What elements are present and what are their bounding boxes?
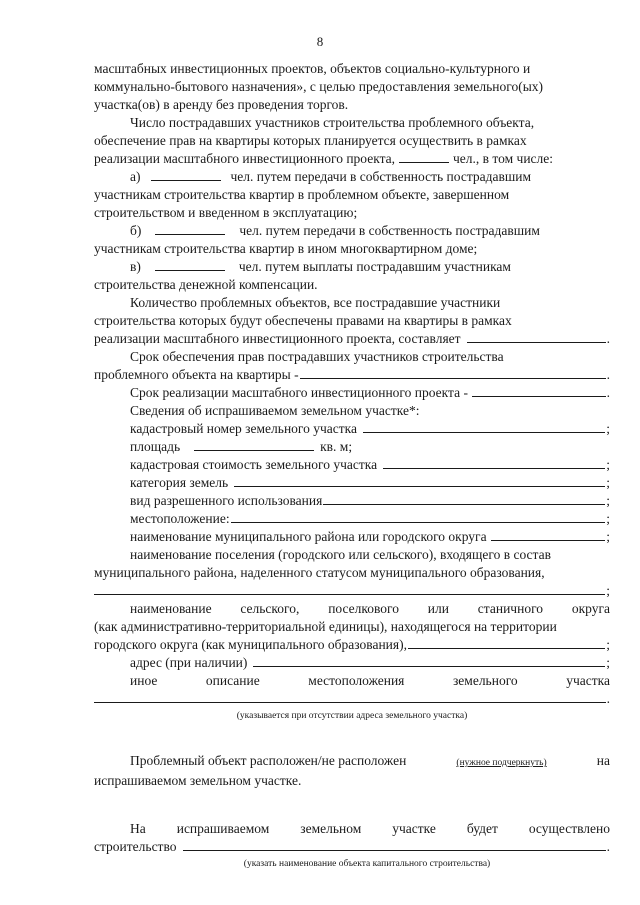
text-line: Количество проблемных объектов, все пострадавшие участники bbox=[130, 295, 501, 310]
text-line: испрашиваемом земельном участке. bbox=[94, 773, 302, 788]
text: наименование сельского, поселкового или станичного округа bbox=[130, 601, 610, 616]
text-line: строительства которых будут обеспечены правами на квартиры в рамках bbox=[94, 313, 512, 328]
text-line bbox=[94, 330, 610, 348]
text-line bbox=[94, 222, 610, 240]
text: на bbox=[596, 753, 610, 768]
field-area bbox=[94, 438, 610, 456]
text: ; bbox=[606, 529, 610, 544]
page-number: 8 bbox=[316, 34, 324, 49]
text: чел. путем передачи в собственность пострадавшим bbox=[239, 223, 540, 238]
blank-count-b[interactable] bbox=[155, 222, 225, 235]
field-permitted-use bbox=[94, 492, 610, 510]
caption-other-description: (указывается при отсутствии адреса земельного участка) bbox=[236, 711, 468, 721]
blank-count-a[interactable] bbox=[151, 168, 221, 181]
text: ; bbox=[606, 583, 610, 598]
text: На испрашиваемом земельном участке будет осуществлено bbox=[130, 821, 610, 836]
text: реализации масштабного инвестиционного проекта, составляет bbox=[94, 331, 461, 346]
text: ; bbox=[606, 637, 610, 652]
text: городского округа (как муниципального образования), bbox=[94, 637, 407, 652]
text: кв. м; bbox=[320, 439, 353, 454]
text: коммунально-бытового назначения», с целью предоставления земельного(ых) bbox=[94, 79, 544, 94]
field-label: кадастровая стоимость земельного участка bbox=[130, 457, 378, 472]
item-prefix: б) bbox=[130, 223, 142, 238]
text-line bbox=[94, 150, 610, 168]
field-rural-district bbox=[94, 600, 610, 654]
text: строительство bbox=[94, 839, 177, 854]
text-line bbox=[94, 60, 610, 78]
blank-municipal-district[interactable] bbox=[491, 528, 606, 541]
blank-permitted-use[interactable] bbox=[323, 492, 605, 505]
field-label: категория земель bbox=[130, 475, 229, 490]
text: Срок реализации масштабного инвестиционного проекта - bbox=[130, 385, 468, 400]
text-line bbox=[94, 672, 610, 690]
blank-project-term[interactable] bbox=[472, 384, 606, 397]
text: . bbox=[606, 331, 610, 346]
text: . bbox=[606, 385, 610, 400]
text: проблемного объекта на квартиры - bbox=[94, 367, 299, 382]
field-settlement bbox=[94, 546, 610, 600]
field-municipal-district bbox=[94, 528, 610, 546]
paragraph-rights-term bbox=[94, 348, 610, 384]
item-prefix: а) bbox=[130, 169, 141, 184]
blank-count-c[interactable] bbox=[155, 258, 225, 271]
note-underline: (нужное подчеркнуть) bbox=[456, 758, 547, 768]
field-cadastral-value bbox=[94, 456, 610, 474]
text-line bbox=[94, 690, 610, 708]
text: реализации масштабного инвестиционного проекта, bbox=[94, 151, 396, 166]
text-line bbox=[94, 838, 610, 856]
text-line bbox=[94, 78, 610, 96]
blank-location[interactable] bbox=[231, 510, 606, 523]
text: чел. путем выплаты пострадавшим участникам bbox=[238, 259, 511, 274]
blank-area[interactable] bbox=[194, 438, 314, 451]
text: чел., в том числе: bbox=[453, 151, 554, 166]
text-line bbox=[94, 636, 610, 654]
text: ; bbox=[606, 457, 610, 472]
text-line bbox=[94, 258, 610, 276]
text-line: участникам строительства квартир в проблемном объекте, завершенном bbox=[94, 187, 510, 202]
text-line: муниципального района, наделенного статусом муниципального образования, bbox=[94, 565, 545, 580]
blank-participants-total[interactable] bbox=[399, 150, 449, 163]
text-line: наименование поселения (городского или сельского), входящего в состав bbox=[130, 547, 551, 562]
paragraph-continuation bbox=[94, 60, 610, 114]
text-line bbox=[94, 752, 610, 772]
paragraph-problem-object-location bbox=[94, 752, 610, 790]
blank-construction-object[interactable] bbox=[183, 838, 606, 851]
blank-rural-district[interactable] bbox=[408, 636, 605, 649]
list-item-b bbox=[94, 222, 610, 258]
blank-settlement[interactable] bbox=[94, 582, 605, 595]
field-other-description bbox=[94, 672, 610, 722]
blank-cadastral-number[interactable] bbox=[363, 420, 605, 433]
text: ; bbox=[606, 421, 610, 436]
text: ; bbox=[606, 655, 610, 670]
field-label: наименование муниципального района или городского округа bbox=[130, 529, 487, 544]
text-line: (как административно-территориальной единицы), находящегося на территории bbox=[94, 619, 557, 634]
text: ; bbox=[606, 511, 610, 526]
paragraph-construction bbox=[94, 820, 610, 870]
field-location bbox=[94, 510, 610, 528]
field-cadastral-number bbox=[94, 420, 610, 438]
blank-other-description[interactable] bbox=[94, 690, 606, 703]
text-line bbox=[94, 366, 610, 384]
blank-address[interactable] bbox=[253, 654, 605, 667]
land-heading: Сведения об испрашиваемом земельном участке*: bbox=[130, 403, 420, 418]
text: масштабных инвестиционных проектов, объектов социально-культурного и bbox=[94, 61, 531, 76]
paragraph-participants-count bbox=[94, 114, 610, 168]
text: ; bbox=[606, 493, 610, 508]
field-label: адрес (при наличии) bbox=[130, 655, 248, 670]
text: . bbox=[606, 839, 610, 854]
field-label: иное описание местоположения земельного участка bbox=[130, 673, 610, 688]
text: ; bbox=[606, 475, 610, 490]
text: чел. путем передачи в собственность пострадавшим bbox=[230, 169, 532, 184]
field-label: местоположение: bbox=[130, 511, 230, 526]
item-prefix: в) bbox=[130, 259, 141, 274]
text-line: участка(ов) в аренду без проведения торгов. bbox=[94, 97, 349, 112]
spacer bbox=[94, 722, 610, 752]
field-label: вид разрешенного использования bbox=[130, 493, 323, 508]
text-line bbox=[94, 600, 610, 618]
text-line bbox=[94, 582, 610, 600]
blank-rights-term[interactable] bbox=[300, 366, 606, 379]
blank-land-category[interactable] bbox=[234, 474, 605, 487]
caption-construction: (указать наименование объекта капитального строительства) bbox=[243, 859, 491, 869]
document-body bbox=[94, 60, 610, 870]
list-item-c bbox=[94, 258, 610, 294]
field-land-category bbox=[94, 474, 610, 492]
field-label: кадастровый номер земельного участка bbox=[130, 421, 358, 436]
text-line bbox=[94, 168, 610, 186]
text: . bbox=[606, 691, 610, 706]
field-label: площадь bbox=[130, 439, 181, 454]
field-address bbox=[94, 654, 610, 672]
text: Проблемный объект расположен/не расположен bbox=[130, 753, 407, 768]
blank-problem-objects-count[interactable] bbox=[467, 330, 606, 343]
paragraph-problem-objects bbox=[94, 294, 610, 348]
paragraph-project-term bbox=[94, 384, 610, 402]
blank-cadastral-value[interactable] bbox=[383, 456, 605, 469]
text: . bbox=[606, 367, 610, 382]
text-line: строительством и введенном в эксплуатацию; bbox=[94, 205, 358, 220]
text-line bbox=[94, 820, 610, 838]
spacer bbox=[94, 790, 610, 820]
text-line: Число пострадавших участников строительства проблемного объекта, bbox=[130, 115, 535, 130]
text-line: участникам строительства квартир в ином многоквартирном доме; bbox=[94, 241, 478, 256]
list-item-a bbox=[94, 168, 610, 222]
text-line: Срок обеспечения прав пострадавших участников строительства bbox=[130, 349, 504, 364]
text-line: строительства денежной компенсации. bbox=[94, 277, 318, 292]
text-line: обеспечение прав на квартиры которых планируется осуществить в рамках bbox=[94, 133, 527, 148]
